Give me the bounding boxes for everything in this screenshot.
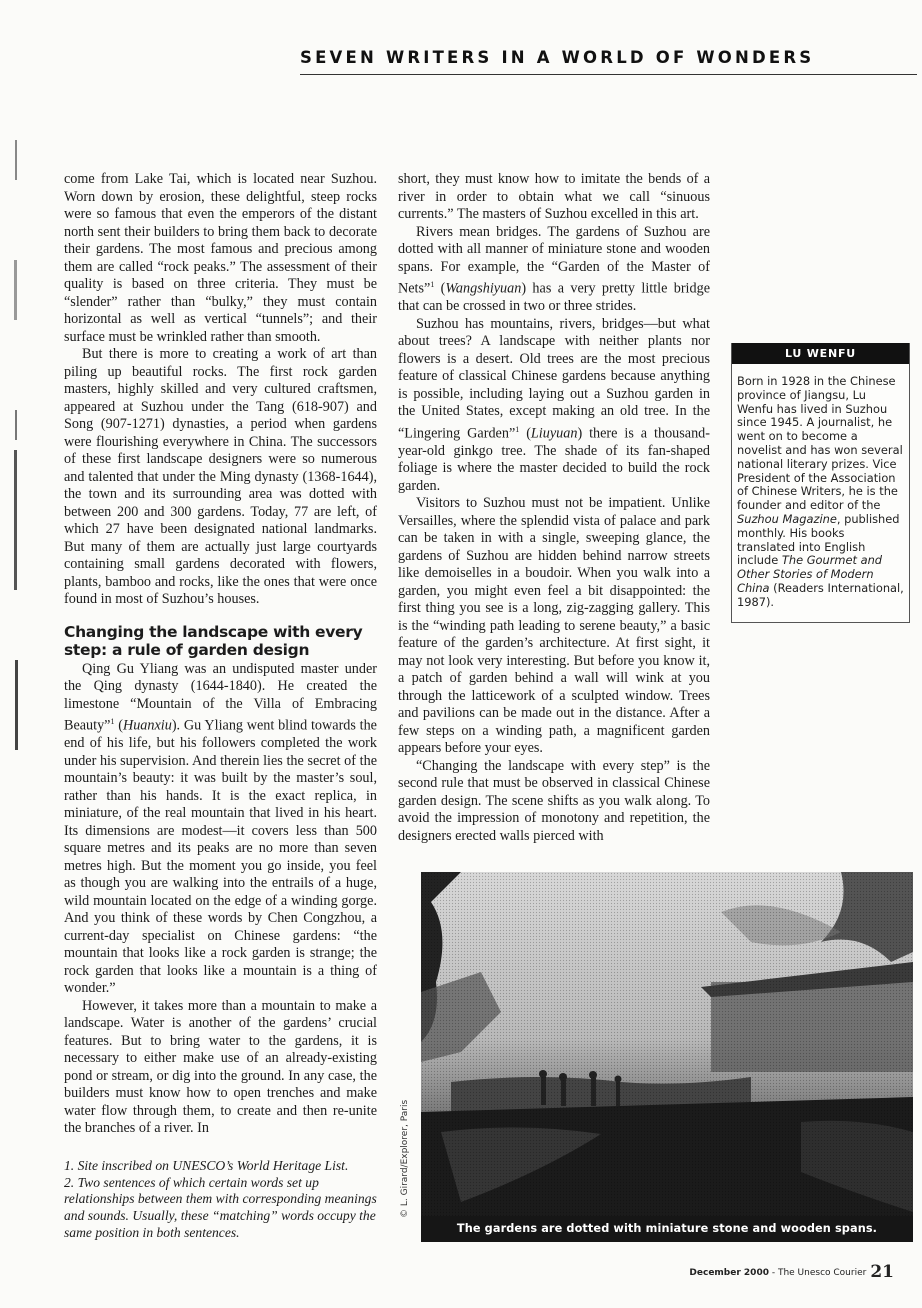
sidebar-title: LU WENFU — [732, 343, 909, 364]
magazine-title: Suzhou Magazine — [737, 511, 837, 526]
photo-credit: © L. Girard/Explorer, Paris — [400, 1099, 410, 1218]
footnote-ref: 1 — [515, 424, 520, 434]
running-header: SEVEN WRITERS IN A WORLD OF WONDERS — [300, 48, 815, 67]
page-footer: December 2000 - The Unesco Courier 21 — [689, 1262, 894, 1282]
garden-photo — [421, 872, 913, 1242]
paragraph: Suzhou has mountains, rivers, bridges—but what about trees? A landscape with neither plants nor flowers is a desert. Old trees are the most precious feature of classical Chinese gardens because anything is possible, including laying out a Suzhou garden in the United States, except making an old tree. In the “Lingering Garden”$^1$ (Liuyuan) there is a thousand-year-old ginkgo tree. The shade of its fan-shaped foliage is where the master decided to build the rock garden. — [398, 315, 711, 494]
article-column-1 — [64, 171, 377, 1138]
footnotes — [64, 1158, 382, 1242]
footnote-ref: 1 — [430, 280, 435, 289]
footnote-ref: 1 — [110, 717, 115, 726]
sidebar-bio: Born in 1928 in the Chinese province of Jiangsu, Lu Wenfu has lived in Suzhou since 1945. A journalist, he went on to become a novelist and has won several national literary prizes. Vice President of the Association of Chinese Writers, he is the founder and editor of the Suzhou Magazine, published monthly. His books translated into English include The Gourmet and Other Stories of Modern China (Readers International, 1987). — [737, 374, 904, 609]
paragraph: “Changing the landscape with every step” is the second rule that must be observed in classical Chinese garden design. The scene shifts as you walk along. To avoid the impression of monotony and repetition, the designers erected walls pierced with — [398, 757, 710, 844]
article-column-2 — [398, 171, 710, 845]
book-title: The Gourmet and Other Stories of Modern China — [737, 553, 883, 595]
footnote-2: 2. Two sentences of which certain words set up relationships between them with corresponding meanings and sounds. Usually, these “matching” words occupy the same position in both sentences. — [64, 1174, 377, 1240]
issue-date: December 2000 — [689, 1268, 769, 1278]
section-subheading: Changing the landscape with every step: a rule of garden design — [64, 622, 363, 659]
paragraph: Qing Gu Yliang was an undisputed master under the Qing dynasty (1644-1840). He created the limestone “Mountain of the Villa of Embracing Beauty”$^1$ (Huanxiu). Gu Yliang went blind towards the end of his life, but his followers completed the work under his supervision. And therein lies the secret of the mountain’s beauty: it was built by the master’s soul, rather than his hands. It is the exact replica, in miniature, of the real mountain that lived in his heart. Its dimensions are modest—it covers less than 500 square metres and its peaks are no more than seven metres high. But the moment you go inside, you feel as though you are walking into the entrails of a huge, wild mountain located on the edge of a winding gorge. And you think of these words by Chen Congzhou, a current-day specialist on Chinese gardens: “the mountain that looks like a rock garden is strange; the rock garden that looks like a mountain is a thing of wonder.” — [64, 660, 377, 997]
page-number: 21 — [870, 1262, 894, 1282]
paragraph: Visitors to Suzhou must not be impatient. Unlike Versailles, where the splendid vista of palace and park can be taken in with a single, sweeping glance, the gardens of Suzhou are hidden behind narrow streets like demoiselles in a boudoir. When you walk into a garden, you might even feel a bit disappointed: the first thing you see is a long, zig-zagging gallery. This is the “winding path leading to serene beauty,” a basic feature of the garden’s architecture. At first sight, it may not look very interesting. But before you know it, a patch of garden behind a wall will wink at you through the latticework of a sculpted window. Trees and pavilions can be made out in the distance. After a few steps on a winding path, a magnificent garden appears before your eyes. — [398, 495, 710, 757]
paragraph: Rivers mean bridges. The gardens of Suzhou are dotted with all manner of miniature stone and wooden spans. For example, the “Garden of the Master of Nets”$^1$ (Wangshiyuan) has a very pretty little bridge that can be crossed in two or three strides. — [398, 223, 710, 315]
paragraph: come from Lake Tai, which is located near Suzhou. Worn down by erosion, these delightful, steep rocks were so famous that even the emperors of the distant north sent their builders to bring them back to decorate their gardens. The most famous and precious among them are called “rock peaks.” The assessment of their quality is based on three criteria. They must be “slender” rather than “bulky,” they must contain horizontal as well as vertical “tunnels”; and their surface must be wrinkled rather than smooth. — [64, 171, 377, 345]
author-sidebar — [731, 343, 910, 623]
magazine-name: The Unesco Courier — [777, 1268, 867, 1278]
footnote-1: 1. Site inscribed on UNESCO’s World Heritage List. — [64, 1158, 349, 1173]
binding-marks — [13, 80, 21, 760]
garden-photo-image — [421, 872, 913, 1242]
paragraph: However, it takes more than a mountain to make a landscape. Water is another of the gardens’ crucial features. But to bring water to the gardens, it is necessary to either make use of an already-existing pond or stream, or dig into the ground. In any case, the builders must know how to open trenches and make water flow through them, to create and then re-unite the branches of a river. In — [64, 997, 377, 1137]
paragraph: But there is more to creating a work of art than piling up beautiful rocks. The first rock garden masters, highly skilled and very cultured craftsmen, appeared at Suzhou under the Tang (618-907) and Song (907-1271) dynasties, a period when gardens were flourishing everywhere in China. The successors of these first landscape designers were so numerous and talented that under the Ming dynasty (1368-1644), the town and its surrounding area was dotted with between 200 and 300 gardens. Today, 77 are left, of which 27 have been designated national landmarks. But many of them are actually just large courtyards containing small gardens decorated with flowers, plants, bamboo and rocks, like the ones that were once found in most of Suzhou’s houses. — [64, 346, 377, 607]
paragraph: short, they must know how to imitate the bends of a river in order to obtain what we call “sinuous currents.” The masters of Suzhou excelled in this art. — [398, 171, 710, 222]
photo-caption: The gardens are dotted with miniature stone and wooden spans. — [421, 1216, 913, 1242]
header-rule — [300, 74, 917, 75]
